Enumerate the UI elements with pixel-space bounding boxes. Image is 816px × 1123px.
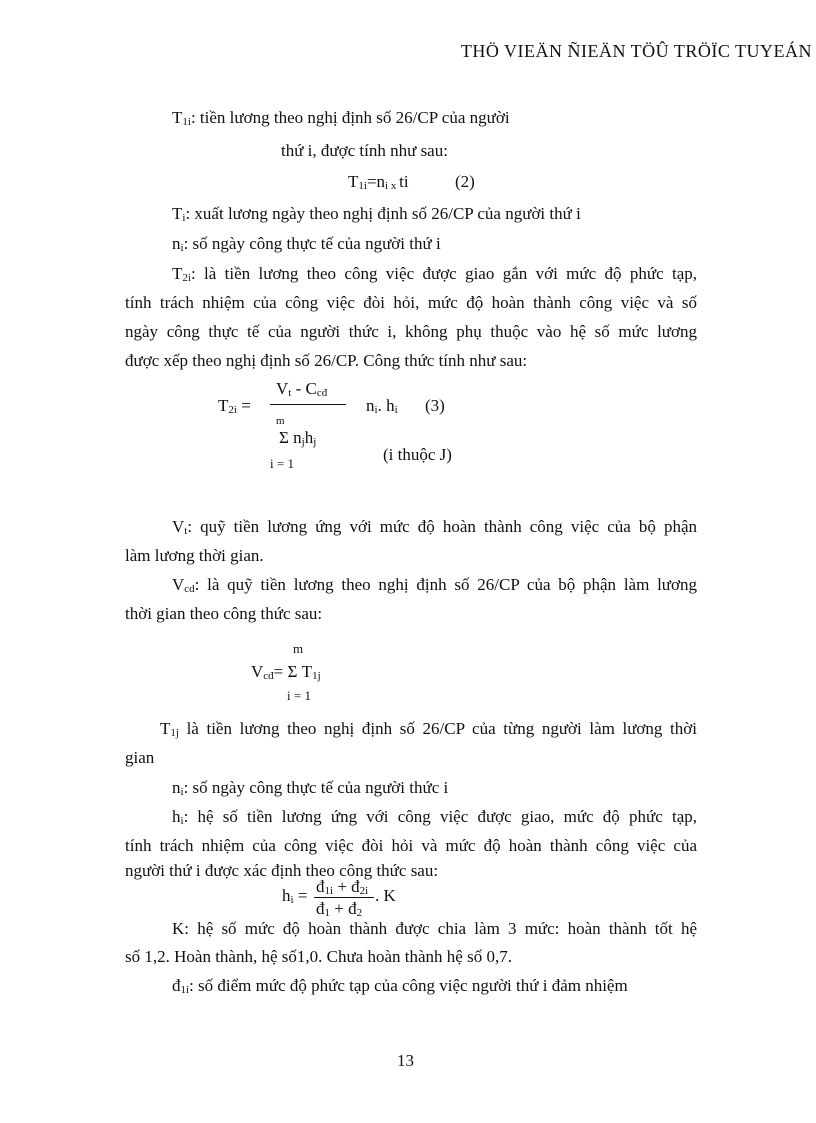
sum-upper-limit: m xyxy=(276,415,285,427)
paragraph-k-line-2: số 1,2. Hoàn thành, hệ số1,0. Chưa hoàn thành hệ số 0,7. xyxy=(125,947,512,966)
symbol-subscript: 1i xyxy=(182,116,191,128)
definition-ti xyxy=(172,205,581,224)
paragraph-hi-line-2: tính trách nhiệm của công việc đòi hỏi và mức độ hoàn thành công việc của xyxy=(125,836,697,855)
symbol: đ xyxy=(172,976,181,995)
paragraph-hi-line-3: người thứ i được xác định theo công thức sau: xyxy=(125,861,439,880)
formula-t: ti xyxy=(399,172,409,191)
formula-hi-tail: . K xyxy=(375,886,396,905)
paragraph-vcd-line-2: thời gian theo công thức sau: xyxy=(125,604,323,623)
symbol: n xyxy=(172,234,181,253)
symbol-subscript: i xyxy=(180,786,184,798)
sum-h-subscript: j xyxy=(313,436,317,448)
symbol-subscript: cd xyxy=(184,583,195,595)
formula-2-label: (2) xyxy=(455,172,475,191)
sum-upper-limit: m xyxy=(293,641,304,656)
symbol-subscript: t xyxy=(184,525,188,537)
lhs-h: h xyxy=(282,886,291,905)
definition-text: : số ngày công thực tế của người thức i xyxy=(183,778,449,797)
formula-3-lhs xyxy=(218,397,251,416)
paragraph-t1j-line-1 xyxy=(160,720,697,739)
paragraph-t2i-line-2: tính trách nhiệm của công việc đòi hỏi, mức độ hoàn thành công việc và số xyxy=(125,293,697,312)
formula-3-denominator xyxy=(279,429,316,448)
line-calculated-as: thứ i, được tính như sau: xyxy=(281,141,448,160)
denominator-d1: đ xyxy=(316,899,325,918)
fraction-bar xyxy=(270,404,346,405)
sum-icon: Σ xyxy=(287,662,298,681)
term-subscript: 1j xyxy=(312,670,321,682)
numerator-v: V xyxy=(276,379,289,398)
symbol-subscript: i xyxy=(180,815,184,827)
formula-lhs: T xyxy=(348,172,359,191)
sum-n: n xyxy=(293,428,302,447)
formula-times: x xyxy=(388,180,400,192)
numerator-d2-subscript: 2i xyxy=(359,885,369,897)
formula-3-rhs xyxy=(366,397,398,416)
formula-2 xyxy=(348,173,409,192)
symbol: V xyxy=(172,517,185,536)
lhs-subscript: 2i xyxy=(228,404,237,416)
page-number: 13 xyxy=(397,1051,414,1070)
sum-n-subscript: j xyxy=(301,436,305,448)
formula-hi-denominator xyxy=(316,900,362,919)
formula-3-numerator xyxy=(276,380,327,399)
denominator-plus-d2: + đ xyxy=(330,899,357,918)
paragraph-k-line-1: K: hệ số mức độ hoàn thành được chia làm 3 mức: hoàn thành tốt hệ xyxy=(172,919,697,938)
lhs-equals: = xyxy=(293,886,308,905)
paragraph-text: là tiền lương theo nghị định số 26/CP của từng người làm lương thời xyxy=(178,719,697,738)
symbol: T xyxy=(172,204,183,223)
formula-hi-lhs xyxy=(282,887,307,906)
numerator-minus-c: - C xyxy=(291,379,317,398)
lhs-subscript: cđ xyxy=(263,670,274,682)
lhs-subscript: i xyxy=(290,894,294,906)
numerator-d1: đ xyxy=(316,877,325,896)
paragraph-hi-line-1 xyxy=(172,808,697,827)
definition-text: : số điểm mức độ phức tạp của công việc người thứ i đảm nhiệm xyxy=(189,976,628,995)
symbol: n xyxy=(172,778,181,797)
paragraph-text: : quỹ tiền lương ứng với mức độ hoàn thành công việc của bộ phận xyxy=(187,517,697,536)
definition-t1i xyxy=(172,109,510,128)
definition-text: : tiền lương theo nghị định số 26/CP của người xyxy=(190,108,510,127)
symbol-subscript: i xyxy=(180,242,184,254)
definition-d1i xyxy=(172,977,628,996)
formula-equals-n: =n xyxy=(366,172,386,191)
paragraph-text: : hệ số tiền lương ứng với công việc được giao, mức độ phức tạp, xyxy=(183,807,697,826)
lhs-equals: = xyxy=(236,396,251,415)
numerator-v-subscript: t xyxy=(288,387,292,399)
symbol: V xyxy=(172,575,185,594)
paragraph-t1j-line-2: gian xyxy=(125,748,155,767)
rhs-h-subscript: i xyxy=(394,404,398,416)
definition-text: : xuất lương ngày theo nghị định số 26/CP của người thứ i xyxy=(185,204,581,223)
definition-text: : số ngày công thực tế của người thứ i xyxy=(183,234,441,253)
rhs-dot-h: . h xyxy=(377,396,395,415)
numerator-c-subscript: cđ xyxy=(316,387,328,399)
formula-3-note: (i thuộc J) xyxy=(383,445,452,464)
lhs-v: V xyxy=(251,662,264,681)
paragraph-text: : là quỹ tiền lương theo nghị định số 26/CP của bộ phận làm lương xyxy=(194,575,697,594)
numerator-plus-d2: + đ xyxy=(333,877,360,896)
symbol-subscript: i xyxy=(182,212,186,224)
symbol: T xyxy=(172,108,183,127)
rhs-n-subscript: i xyxy=(374,404,378,416)
sum-lower-limit: i = 1 xyxy=(270,456,294,471)
symbol-subscript: 2i xyxy=(182,272,191,284)
sum-icon: Σ xyxy=(279,428,289,447)
symbol: T xyxy=(160,719,171,738)
paragraph-text: : là tiền lương theo công việc được giao gắn với mức độ phức tạp, xyxy=(190,264,697,283)
definition-ni-2 xyxy=(172,779,448,798)
fraction-bar xyxy=(314,897,374,898)
paragraph-t2i-line-1 xyxy=(172,265,697,284)
denominator-d1-subscript: 1 xyxy=(324,907,330,919)
formula-n-subscript: i xyxy=(385,180,389,192)
definition-ni xyxy=(172,235,441,254)
paragraph-vcd-line-1 xyxy=(172,576,697,595)
symbol: h xyxy=(172,807,181,826)
symbol-subscript: 1j xyxy=(170,727,179,739)
term-t: T xyxy=(301,662,313,681)
numerator-d1-subscript: 1i xyxy=(324,885,334,897)
formula-3-label: (3) xyxy=(425,396,445,415)
rhs-n: n xyxy=(366,396,375,415)
denominator-d2-subscript: 2 xyxy=(356,907,363,919)
formula-lhs-subscript: 1i xyxy=(358,180,367,192)
formula-vcd-body xyxy=(251,663,321,682)
symbol-subscript: 1i xyxy=(180,984,190,996)
paragraph-vt-line-2: làm lương thời gian. xyxy=(125,546,264,565)
sum-h: h xyxy=(304,428,314,447)
lhs-equals: = xyxy=(273,662,284,681)
symbol: T xyxy=(172,264,183,283)
paragraph-t2i-line-4: được xếp theo nghị định số 26/CP. Công thức tính như sau: xyxy=(125,351,528,370)
formula-hi-numerator xyxy=(316,878,368,897)
sum-lower-limit: i = 1 xyxy=(287,688,311,703)
lhs-t: T xyxy=(218,396,229,415)
paragraph-vt-line-1 xyxy=(172,518,697,537)
page-header: THÖ VIEÄN ÑIEÄN TÖÛ TRÖÏC TUYEÁN xyxy=(460,41,812,61)
paragraph-t2i-line-3: ngày công thực tế của người thức i, không phụ thuộc vào hệ số mức lương xyxy=(125,322,697,341)
